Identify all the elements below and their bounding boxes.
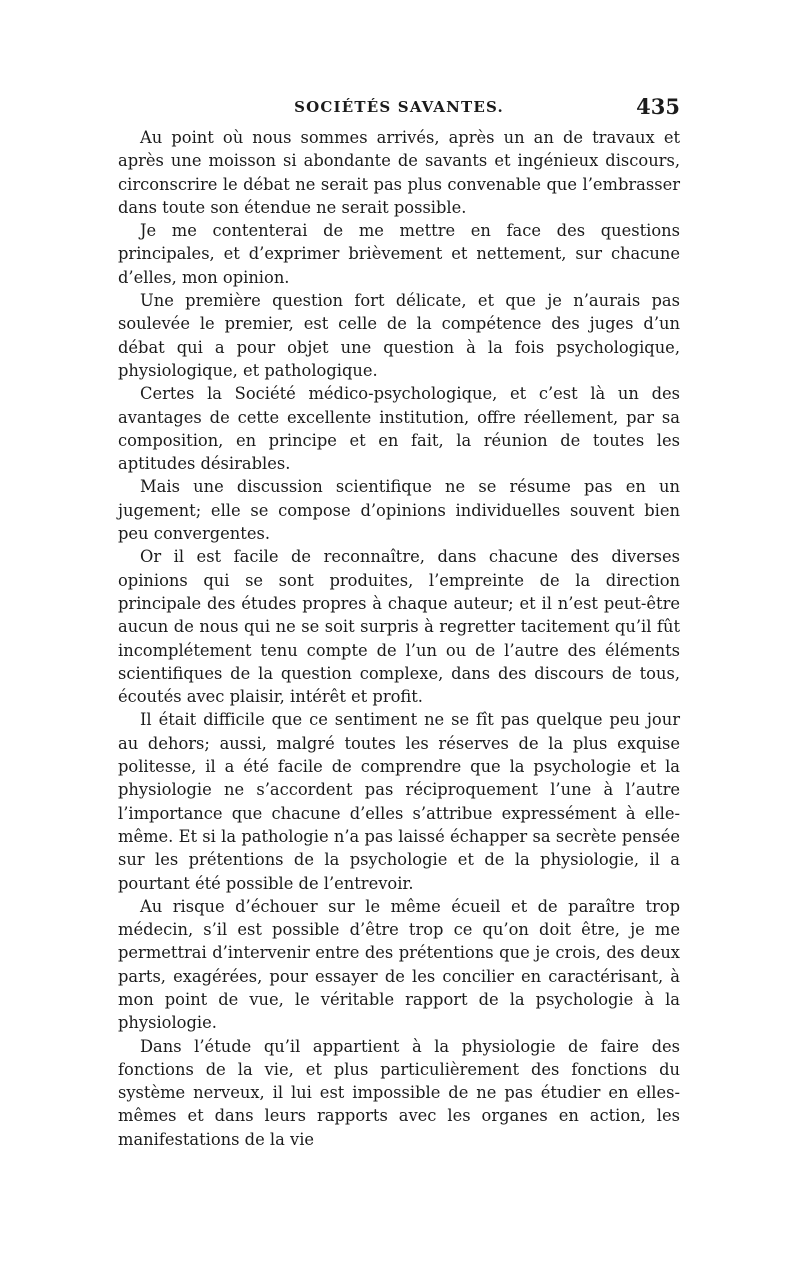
paragraph-4: Certes la Société médico-psychologique, et c’est là un des avantages de cette excellente institution, offre réellement, par sa composition, en principe et en fait, la réunion de toutes les aptitudes désirables. [118, 384, 680, 474]
paragraph-6: Or il est facile de reconnaître, dans chacune des diverses opinions qui se sont produites, l’empreinte de la direction principale des études propres à chaque auteur; et il n’est peut-être aucun de nous qui ne se soit surpris à regretter tacitement qu’il fût incomplétement tenu compte de l’un ou de l’autre des éléments scientifiques de la question complexe, dans des discours de tous, écoutés avec plaisir, intérêt et profit. [118, 547, 680, 707]
paragraph-8: Au risque d’échouer sur le même écueil et de paraître trop médecin, s’il est possible d’être trop ce qu’on doit être, je me permettrai d’intervenir entre des prétentions que je crois, des deux parts, exagérées, pour essayer de les concilier en caractérisant, à mon point de vue, le véritable rapport de la psychologie à la physiologie. [118, 896, 680, 1033]
running-head [118, 92, 680, 122]
paragraph-2: Je me contenterai de me mettre en face des questions principales, et d’exprimer brièvement et nettement, sur chacune d’elles, mon opinion. [118, 221, 680, 287]
paragraph-5: Mais une discussion scientifique ne se résume pas en un jugement; elle se compose d’opinions individuelles souvent bien peu convergentes. [118, 477, 680, 544]
paragraph-3: Une première question fort délicate, et que je n’aurais pas soulevée le premier, est celle de la compétence des juges d’un débat qui a pour objet une question à la fois psychologique, physiologique, et pathologique. [118, 291, 680, 380]
page-number: 435 [636, 94, 680, 119]
running-title: SOCIÉTÉS SAVANTES. [294, 98, 504, 116]
paragraph-7: Il était difficile que ce sentiment ne se fît pas quelque peu jour au dehors; aussi, malgré toutes les réserves de la plus exquise politesse, il a été facile de comprendre que la psychologie et la physiologie ne s’accordent pas réciproquement l’une à l’autre l’importance que chacune d’elles s’attribue expressément à elle-même. Et si la pathologie n’a pas laissé échapper sa secrète pensée sur les prétentions de la psychologie et de la physiologie, il a pourtant été possible de l’entrevoir. [118, 710, 680, 893]
paragraph-9: Dans l’étude qu’il appartient à la physiologie de faire des fonctions de la vie, et plus particulièrement des fonctions du système nerveux, il lui est impossible de ne pas étudier en elles-mêmes et dans leurs rapports avec les organes en action, les manifestations de la vie [118, 1036, 680, 1149]
paragraph-1: Au point où nous sommes arrivés, après un an de travaux et après une moisson si abondante de savants et ingénieux discours, circonscrire le débat ne serait pas plus convenable que l’embrasser dans toute son étendue ne serait possible. [118, 128, 680, 217]
body-text [118, 126, 680, 1151]
